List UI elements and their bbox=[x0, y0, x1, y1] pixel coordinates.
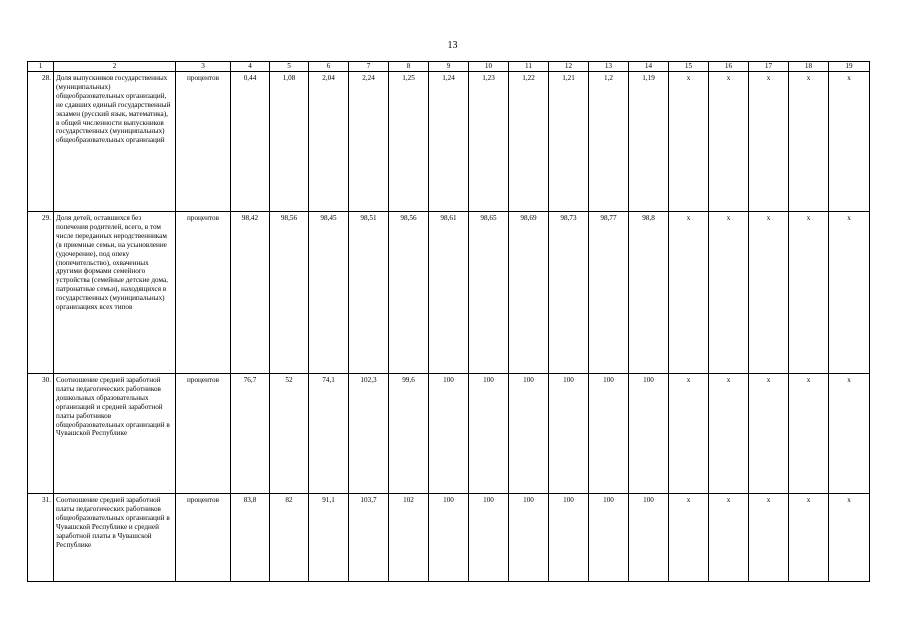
column-header: 5 bbox=[270, 62, 309, 72]
value-cell: x bbox=[669, 72, 709, 212]
value-cell: x bbox=[829, 72, 870, 212]
value-cell: 100 bbox=[509, 494, 549, 582]
value-cell: 103,7 bbox=[349, 494, 389, 582]
column-header: 17 bbox=[749, 62, 789, 72]
value-cell: 98,56 bbox=[270, 212, 309, 374]
value-cell: x bbox=[669, 212, 709, 374]
value-cell: x bbox=[669, 494, 709, 582]
table-row bbox=[28, 72, 870, 212]
value-cell: 91,1 bbox=[309, 494, 349, 582]
indicator-description bbox=[54, 494, 176, 582]
value-cell: x bbox=[789, 494, 829, 582]
value-cell: 102 bbox=[389, 494, 429, 582]
value-cell: x bbox=[709, 72, 749, 212]
value-cell: 82 bbox=[270, 494, 309, 582]
value-cell: 98,61 bbox=[429, 212, 469, 374]
column-header: 12 bbox=[549, 62, 589, 72]
column-header: 18 bbox=[789, 62, 829, 72]
row-number: 28. bbox=[28, 72, 54, 212]
value-cell: 52 bbox=[270, 374, 309, 494]
value-cell: x bbox=[669, 374, 709, 494]
value-cell: 100 bbox=[469, 374, 509, 494]
value-cell: 1,22 bbox=[509, 72, 549, 212]
value-cell: x bbox=[789, 72, 829, 212]
column-header: 10 bbox=[469, 62, 509, 72]
page-number: 13 bbox=[447, 40, 458, 51]
indicator-description bbox=[54, 72, 176, 212]
value-cell: 98,8 bbox=[629, 212, 669, 374]
indicator-table bbox=[27, 61, 870, 582]
value-cell: 102,3 bbox=[349, 374, 389, 494]
column-header: 11 bbox=[509, 62, 549, 72]
value-cell: 1,24 bbox=[429, 72, 469, 212]
value-cell: 98,73 bbox=[549, 212, 589, 374]
value-cell: 98,51 bbox=[349, 212, 389, 374]
unit-cell: процентов bbox=[176, 494, 231, 582]
value-cell: x bbox=[709, 494, 749, 582]
column-header: 2 bbox=[54, 62, 176, 72]
table-row bbox=[28, 212, 870, 374]
value-cell: x bbox=[749, 494, 789, 582]
value-cell: 2,24 bbox=[349, 72, 389, 212]
value-cell: 100 bbox=[469, 494, 509, 582]
value-cell: 1,08 bbox=[270, 72, 309, 212]
indicator-description-text: Соотношение средней заработной платы педагогических работников дошкольных образовательных организаций и средней заработной платы работников общеобразовательных организаций в Чувашской Республике bbox=[56, 376, 170, 438]
value-cell: x bbox=[749, 212, 789, 374]
unit-cell: процентов bbox=[176, 374, 231, 494]
value-cell: x bbox=[749, 72, 789, 212]
value-cell: x bbox=[709, 212, 749, 374]
value-cell: x bbox=[749, 374, 789, 494]
value-cell: 98,65 bbox=[469, 212, 509, 374]
indicator-description-text: Доля детей, оставшихся без попечения родителей, всего, в том числе переданных неродственникам (в приемные семьи, на усыновление (удочерение), под опеку (попечительство), охваченных другими формами семейного устройства (семейные детские дома, патронатные семьи), находящихся в государственных (муниципальных) организациях всех типов bbox=[56, 214, 168, 312]
indicator-description-text: Доля выпускников государственных (муниципальных) общеобразовательных организаций, не сдавших единый государственный экзамен (русский язык, математика), в общей численности выпускников государственных (муниципальных) общеобразовательных организаций bbox=[56, 74, 171, 145]
unit-cell: процентов bbox=[176, 72, 231, 212]
value-cell: x bbox=[829, 374, 870, 494]
value-cell: 1,19 bbox=[629, 72, 669, 212]
column-header: 3 bbox=[176, 62, 231, 72]
value-cell: 100 bbox=[589, 494, 629, 582]
row-number: 30. bbox=[28, 374, 54, 494]
value-cell: 74,1 bbox=[309, 374, 349, 494]
column-header: 6 bbox=[309, 62, 349, 72]
row-number: 31. bbox=[28, 494, 54, 582]
value-cell: 1,2 bbox=[589, 72, 629, 212]
value-cell: x bbox=[789, 374, 829, 494]
value-cell: 98,77 bbox=[589, 212, 629, 374]
table-row bbox=[28, 374, 870, 494]
column-header: 14 bbox=[629, 62, 669, 72]
value-cell: x bbox=[789, 212, 829, 374]
value-cell: 1,25 bbox=[389, 72, 429, 212]
column-header: 7 bbox=[349, 62, 389, 72]
value-cell: x bbox=[829, 212, 870, 374]
column-header: 15 bbox=[669, 62, 709, 72]
unit-cell: процентов bbox=[176, 212, 231, 374]
value-cell: 100 bbox=[549, 494, 589, 582]
column-header: 16 bbox=[709, 62, 749, 72]
column-header: 4 bbox=[231, 62, 270, 72]
value-cell: 100 bbox=[509, 374, 549, 494]
table-row bbox=[28, 494, 870, 582]
header-row bbox=[28, 62, 870, 72]
value-cell: 100 bbox=[629, 494, 669, 582]
value-cell: x bbox=[709, 374, 749, 494]
column-header: 19 bbox=[829, 62, 870, 72]
value-cell: 1,21 bbox=[549, 72, 589, 212]
value-cell: x bbox=[829, 494, 870, 582]
value-cell: 99,6 bbox=[389, 374, 429, 494]
value-cell: 98,56 bbox=[389, 212, 429, 374]
indicator-description bbox=[54, 212, 176, 374]
column-header: 1 bbox=[28, 62, 54, 72]
value-cell: 100 bbox=[429, 494, 469, 582]
value-cell: 2,04 bbox=[309, 72, 349, 212]
value-cell: 76,7 bbox=[231, 374, 270, 494]
column-header: 13 bbox=[589, 62, 629, 72]
value-cell: 98,42 bbox=[231, 212, 270, 374]
value-cell: 100 bbox=[429, 374, 469, 494]
value-cell: 98,69 bbox=[509, 212, 549, 374]
value-cell: 100 bbox=[589, 374, 629, 494]
value-cell: 100 bbox=[629, 374, 669, 494]
indicator-description-text: Соотношение средней заработной платы педагогических работников общеобразовательных организаций в Чувашской Республике и средней заработной платы в Чувашской Республике bbox=[56, 496, 170, 549]
indicator-description bbox=[54, 374, 176, 494]
value-cell: 98,45 bbox=[309, 212, 349, 374]
column-header: 8 bbox=[389, 62, 429, 72]
column-header: 9 bbox=[429, 62, 469, 72]
value-cell: 83,8 bbox=[231, 494, 270, 582]
row-number: 29. bbox=[28, 212, 54, 374]
value-cell: 0,44 bbox=[231, 72, 270, 212]
value-cell: 1,23 bbox=[469, 72, 509, 212]
value-cell: 100 bbox=[549, 374, 589, 494]
